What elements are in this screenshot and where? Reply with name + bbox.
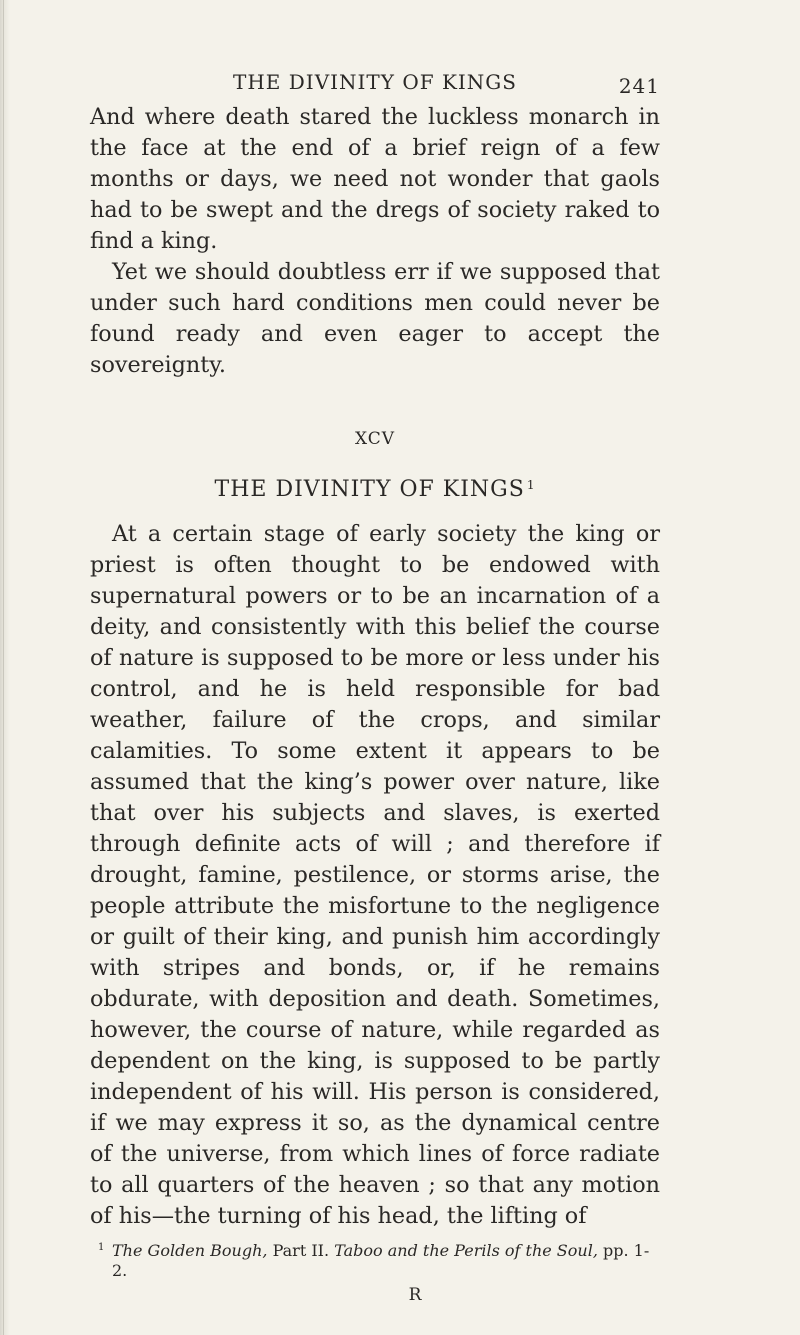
- paragraph: At a certain stage of early society the king or priest is often thought to be endowed with supernatural powers or to be an incarnation of a deity, and consistently with this belief the course of nature is supposed to be more or less under his control, and he is held responsible for bad weather, failure of the crops, and similar calamities. To some extent it appears to be assumed that the king’s power over nature, like that over his subjects and slaves, is exerted through definite acts of will ; and therefore if drought, famine, pestilence, or storms arise, the people attribute the misfortune to the negligence or guilt of their king, and punish him accordingly with stripes and bonds, or, if he remains obdurate, with deposition and death. Sometimes, however, the course of nature, while regarded as dependent on the king, is supposed to be partly independent of his will. His person is considered, if we may express it so, as the dynamical centre of the universe, from which lines of force radiate to all quarters of the heaven ; so that any motion of his—the turning of his head, the lifting of: [90, 521, 660, 1229]
- footnote-pages: pp. 1-2.: [112, 1241, 650, 1280]
- footnote: [90, 1241, 660, 1281]
- section-body: [90, 519, 660, 1232]
- signature-mark: R: [408, 1285, 422, 1305]
- footnote-work-title: The Golden Bough,: [112, 1241, 268, 1260]
- footnote-part: Part II.: [267, 1241, 335, 1260]
- book-gutter-shadow: [0, 0, 10, 1335]
- book-page: [90, 68, 660, 1305]
- section-title: [90, 477, 660, 507]
- running-title: THE DIVINITY OF KINGS: [233, 70, 517, 94]
- paragraph: Yet we should doubtless err if we supposed that under such hard conditions men could never be found ready and even eager to accept the sovereignty.: [90, 259, 660, 378]
- section-title-text: THE DIVINITY OF KINGS: [214, 477, 525, 502]
- paragraph: And where death stared the luckless monarch in the face at the end of a brief reign of a few months or days, we need not wonder that gaols had to be swept and the dregs of society raked to find a king.: [90, 104, 660, 254]
- continuation-text: [90, 102, 660, 381]
- footnote-reference: 1: [526, 478, 536, 492]
- page-number: 241: [618, 74, 660, 98]
- footnote-subtitle: Taboo and the Perils of the Soul,: [334, 1241, 598, 1260]
- gutter-edge-line: [3, 0, 4, 1335]
- footnote-marker: 1: [98, 1242, 105, 1253]
- running-head: [90, 68, 660, 102]
- section-number: XCV: [354, 429, 396, 449]
